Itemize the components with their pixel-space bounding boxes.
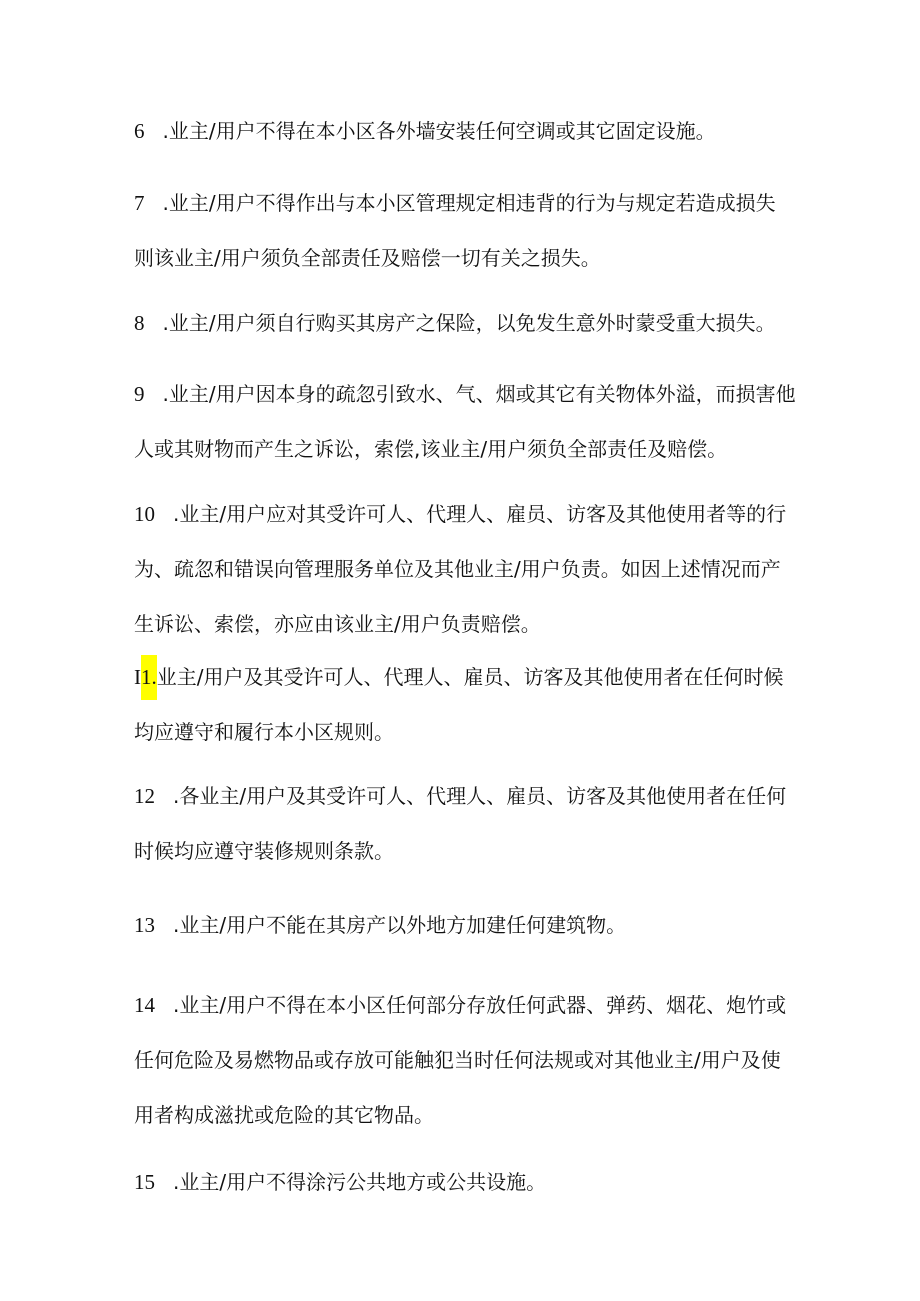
clause-line bbox=[134, 367, 794, 422]
clause-11 bbox=[134, 650, 794, 760]
clause-text: 生诉讼、索偿，亦应由该业主/用户负责赔偿。 bbox=[134, 612, 541, 636]
clause-text: 为、疏忽和错误向管理服务单位及其他业主/用户负责。如因上述情况而产 bbox=[134, 557, 781, 581]
clause-text: 均应遵守和履行本小区规则。 bbox=[134, 720, 394, 744]
clause-line bbox=[134, 824, 794, 879]
clause-6 bbox=[134, 104, 794, 159]
clause-text: .业主/用户不得作出与本小区管理规定相违背的行为与规定若造成损失 bbox=[162, 191, 776, 215]
clause-number: 14 bbox=[134, 993, 155, 1017]
clause-7 bbox=[134, 176, 794, 286]
clause-line bbox=[134, 422, 794, 477]
clause-13 bbox=[134, 898, 794, 953]
clause-number: 13 bbox=[134, 913, 155, 937]
clause-text: .业主/用户不得在本小区任何部分存放任何武器、弹药、烟花、炮竹或 bbox=[173, 993, 787, 1017]
clause-15 bbox=[134, 1155, 794, 1210]
clause-line bbox=[134, 487, 794, 542]
clause-line bbox=[134, 1155, 794, 1210]
clause-line bbox=[134, 231, 794, 286]
clause-line bbox=[134, 176, 794, 231]
clause-number: 12 bbox=[134, 784, 155, 808]
clause-line bbox=[134, 705, 794, 760]
clause-text: 业主/用户及其受许可人、代理人、雇员、访客及其他使用者在任何时候 bbox=[156, 665, 784, 689]
clause-text: 时候均应遵守装修规则条款。 bbox=[134, 839, 394, 863]
clause-text: 用者构成滋扰或危险的其它物品。 bbox=[134, 1103, 434, 1127]
clause-number: 6 bbox=[134, 119, 145, 143]
clause-number: 9 bbox=[134, 382, 145, 406]
clause-number-prefix: I bbox=[134, 665, 141, 689]
clause-text: .业主/用户应对其受许可人、代理人、雇员、访客及其他使用者等的行 bbox=[173, 502, 787, 526]
clause-line bbox=[134, 296, 794, 351]
clause-text: .业主/用户不能在其房产以外地方加建任何建筑物。 bbox=[173, 913, 627, 937]
clause-text: .业主/用户不得在本小区各外墙安装任何空调或其它固定设施。 bbox=[162, 119, 716, 143]
highlighted-number: 1. bbox=[141, 655, 157, 700]
clause-line bbox=[134, 650, 794, 705]
clause-text: .各业主/用户及其受许可人、代理人、雇员、访客及其他使用者在任何 bbox=[173, 784, 787, 808]
clause-line bbox=[134, 978, 794, 1033]
clause-text: 任何危险及易燃物品或存放可能触犯当时任何法规或对其他业主/用户及使 bbox=[134, 1048, 781, 1072]
clause-9 bbox=[134, 367, 794, 477]
clause-line bbox=[134, 104, 794, 159]
clause-line bbox=[134, 1088, 794, 1143]
clause-line bbox=[134, 1033, 794, 1088]
clause-number: 7 bbox=[134, 191, 145, 215]
clause-10 bbox=[134, 487, 794, 652]
clause-text: .业主/用户不得涂污公共地方或公共设施。 bbox=[173, 1170, 547, 1194]
clause-text: 则该业主/用户须负全部责任及赔偿一切有关之损失。 bbox=[134, 246, 601, 270]
clause-text: .业主/用户须自行购买其房产之保险，以免发生意外时蒙受重大损失。 bbox=[162, 311, 776, 335]
clause-12 bbox=[134, 769, 794, 879]
clause-14 bbox=[134, 978, 794, 1143]
clause-line bbox=[134, 542, 794, 597]
clause-text: .业主/用户因本身的疏忽引致水、气、烟或其它有关物体外溢，而损害他 bbox=[162, 382, 796, 406]
clause-8 bbox=[134, 296, 794, 351]
clause-text: 人或其财物而产生之诉讼，索偿,该业主/用户须负全部责任及赔偿。 bbox=[134, 437, 728, 461]
clause-number: 8 bbox=[134, 311, 145, 335]
clause-number: 15 bbox=[134, 1170, 155, 1194]
clause-line bbox=[134, 769, 794, 824]
clause-number: 10 bbox=[134, 502, 155, 526]
clause-line bbox=[134, 898, 794, 953]
clause-line bbox=[134, 597, 794, 652]
